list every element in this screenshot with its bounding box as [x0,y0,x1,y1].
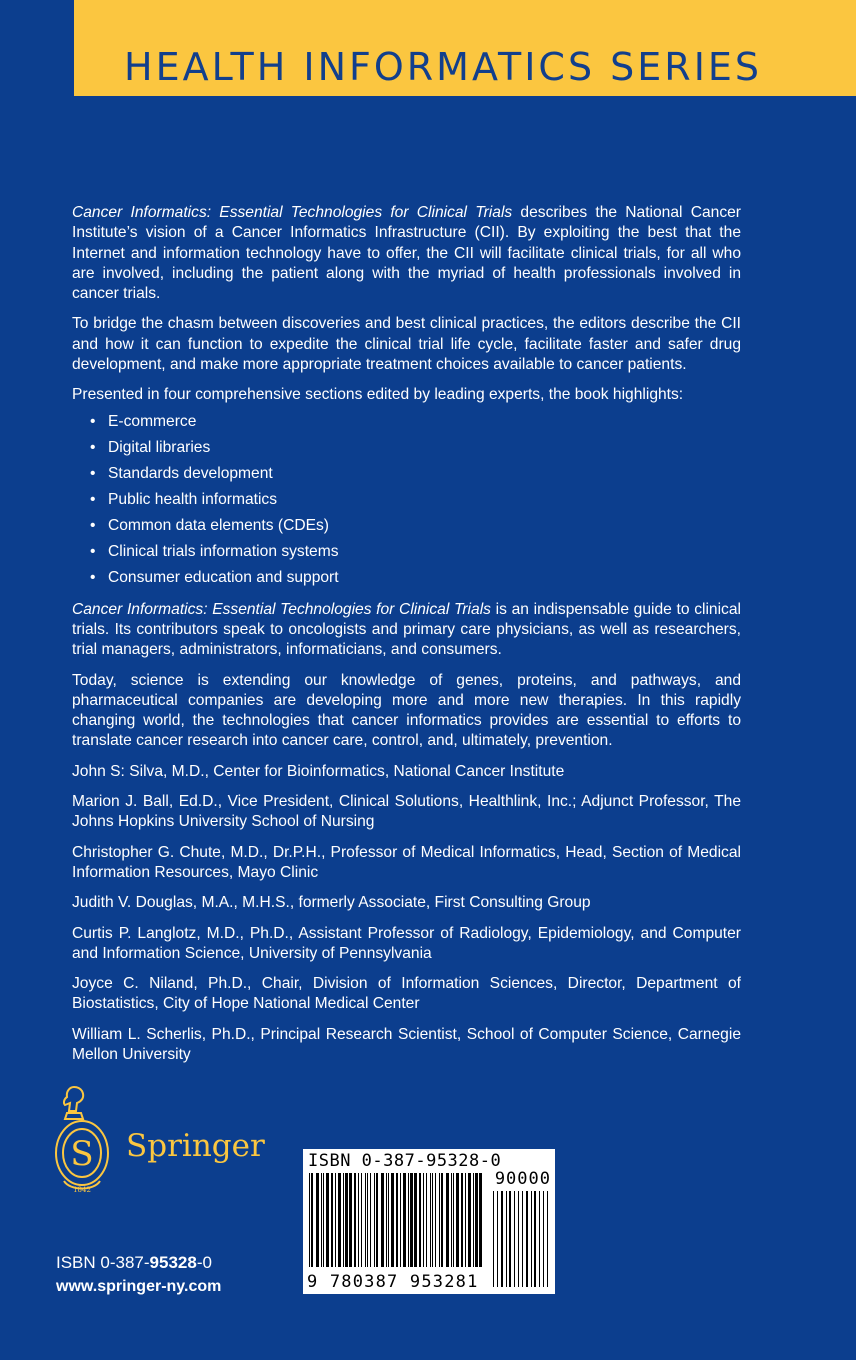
barcode-bar [439,1173,440,1267]
barcode-bar [414,1173,417,1267]
barcode-bar [539,1191,540,1287]
barcode-digits: 9 780387 953281 [307,1272,479,1292]
barcode-bar [465,1173,466,1267]
back-cover-text [72,203,741,1075]
editor-entry: William L. Scherlis, Ph.D., Principal Research Scientist, School of Computer Science, Carnegie Mellon University [72,1025,741,1064]
list-item: • Common data elements (CDEs) [72,516,741,542]
barcode-bar [514,1191,515,1287]
barcode-bar [430,1173,431,1267]
barcode-bar [451,1173,452,1267]
barcode-bar [400,1173,401,1267]
book-title: Cancer Informatics: Essential Technologies for Clinical Trials [72,204,513,221]
barcode-bar [419,1173,421,1267]
barcode-bar [358,1173,359,1267]
barcode-bar [432,1173,433,1267]
barcode-bar [509,1191,511,1287]
barcode-bar [370,1173,371,1267]
isbn-text: ISBN 0-387-95328-0 [56,1253,212,1272]
barcode-bar [547,1191,548,1287]
barcode-bar [453,1173,454,1267]
barcode-bar [456,1173,459,1267]
book-title: Cancer Informatics: Essential Technologies for Clinical Trials [72,600,491,618]
barcode-bar [446,1173,449,1267]
barcode-bar [376,1173,378,1267]
barcode-bar [323,1173,324,1267]
barcode-bar [522,1191,523,1287]
barcode-bar [423,1173,424,1267]
svg-text:1842: 1842 [73,1186,91,1194]
barcode-bar [354,1173,356,1267]
isbn-barcode [303,1149,555,1294]
barcode-bar [349,1173,352,1267]
barcode-bar [506,1191,507,1287]
barcode-bar [534,1191,536,1287]
barcode-bar [374,1173,375,1267]
list-item: • E-commerce [72,412,741,438]
editor-entry: Curtis P. Langlotz, M.D., Ph.D., Assistant Professor of Radiology, Epidemiology, and Computer and Information Science, University of Pennsylvania [72,924,741,962]
barcode-bar [396,1173,398,1267]
barcode-bar [426,1173,427,1267]
barcode-bar [441,1173,443,1267]
editor-entry: John S: Silva, M.D., Center for Bioinformatics, National Cancer Institute [72,762,565,780]
highlights-list [72,412,741,594]
barcode-bar [338,1173,341,1267]
barcode-bar [321,1173,322,1267]
barcode-bar [461,1173,463,1267]
barcode-bar [386,1173,387,1267]
series-title: HEALTH INFORMATICS SERIES [124,45,763,89]
springer-knight-logo-icon [52,1083,112,1195]
list-item: • Consumer education and support [72,568,741,594]
editor-entry: Judith V. Douglas, M.A., M.H.S., formerly Associate, First Consulting Group [72,894,591,912]
barcode-bar [501,1191,503,1287]
springer-wordmark: Springer [126,1128,265,1164]
editor-entry: Marion J. Ball, Ed.D., Vice President, Clinical Solutions, Healthlink, Inc.; Adjunct Professor, The Johns Hopkins University School of Nursing [72,793,741,831]
barcode-bar [518,1191,519,1287]
editor-entry: Christopher G. Chute, M.D., Dr.P.H., Professor of Medical Informatics, Head, Section of Medical Information Resources, Mayo Clinic [72,843,741,881]
barcode-bar [475,1173,478,1267]
list-item: • Clinical trials information systems [72,542,741,568]
barcode-bar [316,1173,319,1267]
barcode-bar [388,1173,389,1267]
publisher-website: www.springer-ny.com [56,1278,222,1295]
list-item: • Standards development [72,464,741,490]
barcode-bar [343,1173,344,1267]
barcode-bar [326,1173,329,1267]
intro-paragraph: Cancer Informatics: Essential Technologies for Clinical Trials describes the National Cancer Institute’s vision of a Cancer Informatics Infrastructure (CII). By exploiting the best that the Internet and information technology have to offer, the CII will facilitate clinical trials, for all who are involved, including the patient along with the myriad of health professionals involved in cancer trials. [72,204,741,303]
list-item: • Public health informatics [72,490,741,516]
barcode-bar [361,1173,362,1267]
editors-list [72,762,741,1066]
series-band [74,0,856,96]
barcode-bar [391,1173,394,1267]
barcode-bar [531,1191,532,1287]
guide-paragraph: Cancer Informatics: Essential Technologies for Clinical Trials is an indispensable guide to clinical trials. Its contributors speak to oncologists and primary care physicians, as well as researchers, trial managers, administrators, informaticians, and consumers. [72,600,741,659]
barcode-bar [309,1173,310,1267]
barcode-bar [331,1173,333,1267]
barcode-bar [526,1191,528,1287]
barcode-bar [543,1191,544,1287]
barcode-bar [403,1173,406,1267]
barcode-bar [311,1173,313,1267]
barcode-addon-label: 90000 [494,1169,551,1189]
barcode-bar [435,1173,436,1267]
barcode-bar [493,1191,494,1287]
editor-entry: Joyce C. Niland, Ph.D., Chair, Division of Information Sciences, Director, Department of Biostatistics, City of Hope National Medical Center [72,975,741,1013]
highlights-intro: Presented in four comprehensive sections edited by leading experts, the book highlights: [72,386,684,404]
barcode-bar [345,1173,348,1267]
bridge-paragraph: To bridge the chasm between discoveries and best clinical practices, the editors describe the CII and how it can function to expedite the clinical trial life cycle, facilitate faster and safer drug development, and make more appropriate treatment choices available to cancer patients. [72,315,741,374]
barcode-bar [335,1173,336,1267]
barcode-isbn-label: ISBN 0-387-95328-0 [308,1151,502,1171]
barcode-bar [473,1173,474,1267]
barcode-bar [365,1173,366,1267]
barcode-bar [408,1173,409,1267]
barcode-bar [479,1173,482,1267]
list-item: • Digital libraries [72,438,741,464]
svg-text:S: S [70,1134,94,1174]
science-paragraph: Today, science is extending our knowledge of genes, proteins, and pathways, and pharmaceutical companies are developing more and more new therapies. In this rapidly changing world, the technologies that cancer informatics provides are essential to efforts to translate cancer research into cancer care, control, and, ultimately, prevention. [72,671,741,750]
barcode-bar [468,1173,471,1267]
barcode-bar [497,1191,498,1287]
barcode-bar [381,1173,384,1267]
barcode-bar [367,1173,368,1267]
barcode-bar [410,1173,413,1267]
